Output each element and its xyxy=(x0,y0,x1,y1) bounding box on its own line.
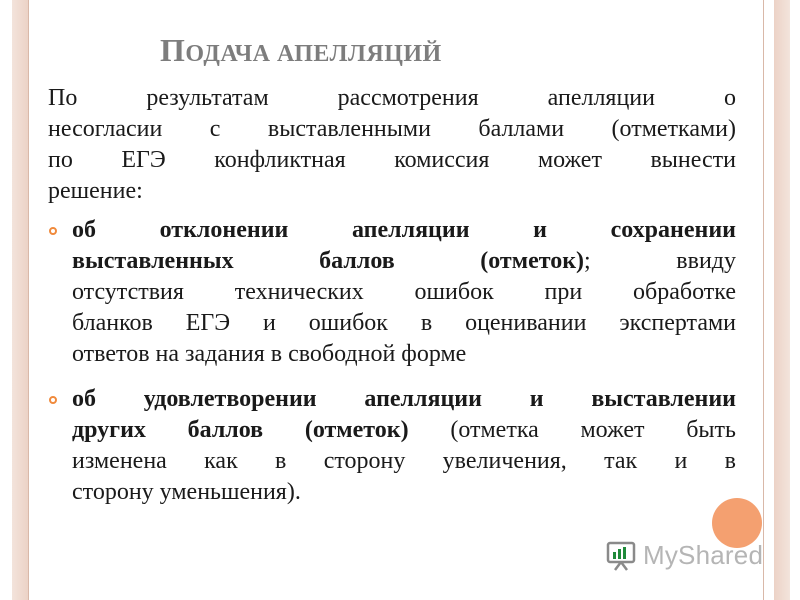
bullet-line: изменена как в сторону увеличения, так и в xyxy=(72,448,736,474)
intro-line: несогласии с выставленными баллами (отметками) xyxy=(48,116,736,142)
bullet-line xyxy=(72,415,736,446)
bullet-item-reject xyxy=(72,215,736,370)
bullet-line: ответов на задания в свободной форме xyxy=(72,341,467,367)
bullet-line xyxy=(72,384,736,415)
bullet-text: (отметка может быть xyxy=(408,417,736,443)
bullet-line: отсутствия технических ошибок при обработке xyxy=(72,279,736,305)
bullet-circle-icon xyxy=(49,396,57,404)
bullet-line: сторону уменьшения). xyxy=(72,479,301,505)
myshared-logo-icon xyxy=(605,538,639,572)
watermark-text: MyShared xyxy=(643,539,764,570)
bullet-line xyxy=(72,246,736,277)
intro-line: решение: xyxy=(48,178,143,204)
intro-paragraph xyxy=(48,83,736,207)
intro-line: по ЕГЭ конфликтная комиссия может вынести xyxy=(48,147,736,173)
bullet-bold-text: об отклонении апелляции и сохранении xyxy=(72,217,736,243)
bullet-bold-text: об удовлетворении апелляции и выставлении xyxy=(72,386,736,412)
bullet-circle-icon xyxy=(49,227,57,235)
slide-title-initial: П xyxy=(160,32,186,68)
slide-title xyxy=(160,32,442,69)
bullet-line xyxy=(72,215,736,246)
watermark-logo xyxy=(605,538,763,572)
slide-title-rest: ОДАЧА АПЕЛЛЯЦИЙ xyxy=(185,41,442,67)
bullet-bold-text: выставленных баллов (отметок) xyxy=(72,248,585,274)
bullet-line: бланков ЕГЭ и ошибок в оценивании экспертами xyxy=(72,310,736,336)
intro-line: По результатам рассмотрения апелляции о xyxy=(48,85,736,111)
left-frame-border xyxy=(12,0,28,600)
bullet-text: ; ввиду xyxy=(584,248,737,274)
bullet-item-accept xyxy=(72,384,736,508)
right-frame-border xyxy=(774,0,790,600)
bullet-bold-text: других баллов (отметок) xyxy=(72,417,409,443)
